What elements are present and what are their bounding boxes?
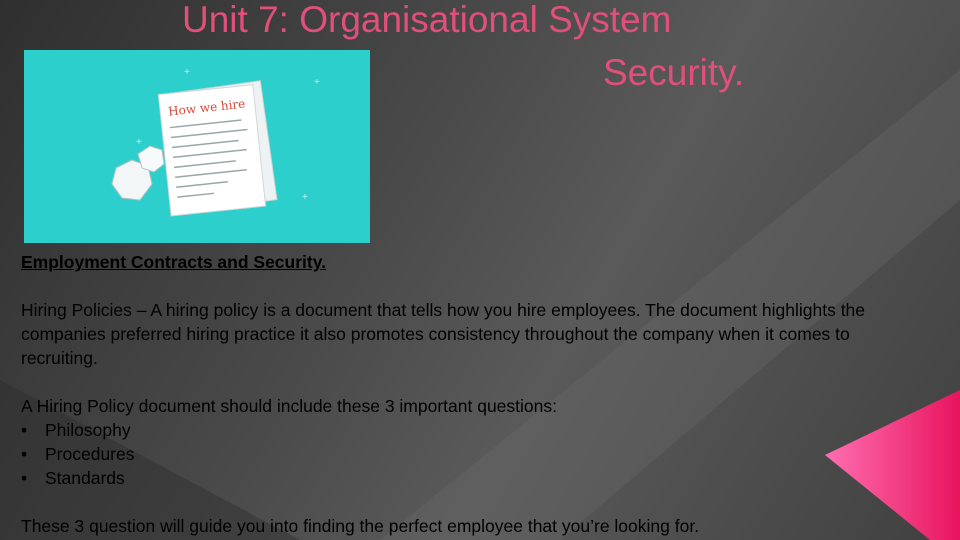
paper-front xyxy=(158,85,265,216)
section-heading: Employment Contracts and Security. xyxy=(21,252,327,272)
title-line-1: Unit 7: Organisational System xyxy=(182,0,672,40)
hiring-policy-paragraph: Hiring Policies – A hiring policy is a document that tells how you hire employees. The document highlights the companies preferred hiring practice it also promotes consistency throughout the company when it comes to recruiting. xyxy=(21,300,866,368)
document-illustration xyxy=(24,50,370,243)
list-item-text: Standards xyxy=(45,468,125,488)
list-item-text: Procedures xyxy=(45,444,135,464)
list-item xyxy=(21,442,921,466)
list-item xyxy=(21,418,921,442)
hiring-illustration xyxy=(24,50,370,243)
crumpled-paper-icon xyxy=(138,146,164,172)
sparkle-icon: + xyxy=(302,192,308,203)
title-line-2: Security. xyxy=(603,52,745,93)
paper-handwritten-title: How we hire xyxy=(167,96,246,119)
questions-list xyxy=(21,418,921,490)
sparkle-icon: + xyxy=(136,137,142,148)
bullet-marker: • xyxy=(21,444,28,464)
slide-body xyxy=(21,250,921,538)
sparkle-icon: + xyxy=(184,67,190,78)
sparkle-icon: + xyxy=(314,77,320,88)
list-item xyxy=(21,466,921,490)
list-item-text: Philosophy xyxy=(45,420,131,440)
list-intro: A Hiring Policy document should include these 3 important questions: xyxy=(21,396,557,416)
bullet-marker: • xyxy=(21,468,28,488)
closing-sentence: These 3 question will guide you into finding the perfect employee that you’re looking for. xyxy=(21,516,700,536)
bullet-marker: • xyxy=(21,420,28,440)
